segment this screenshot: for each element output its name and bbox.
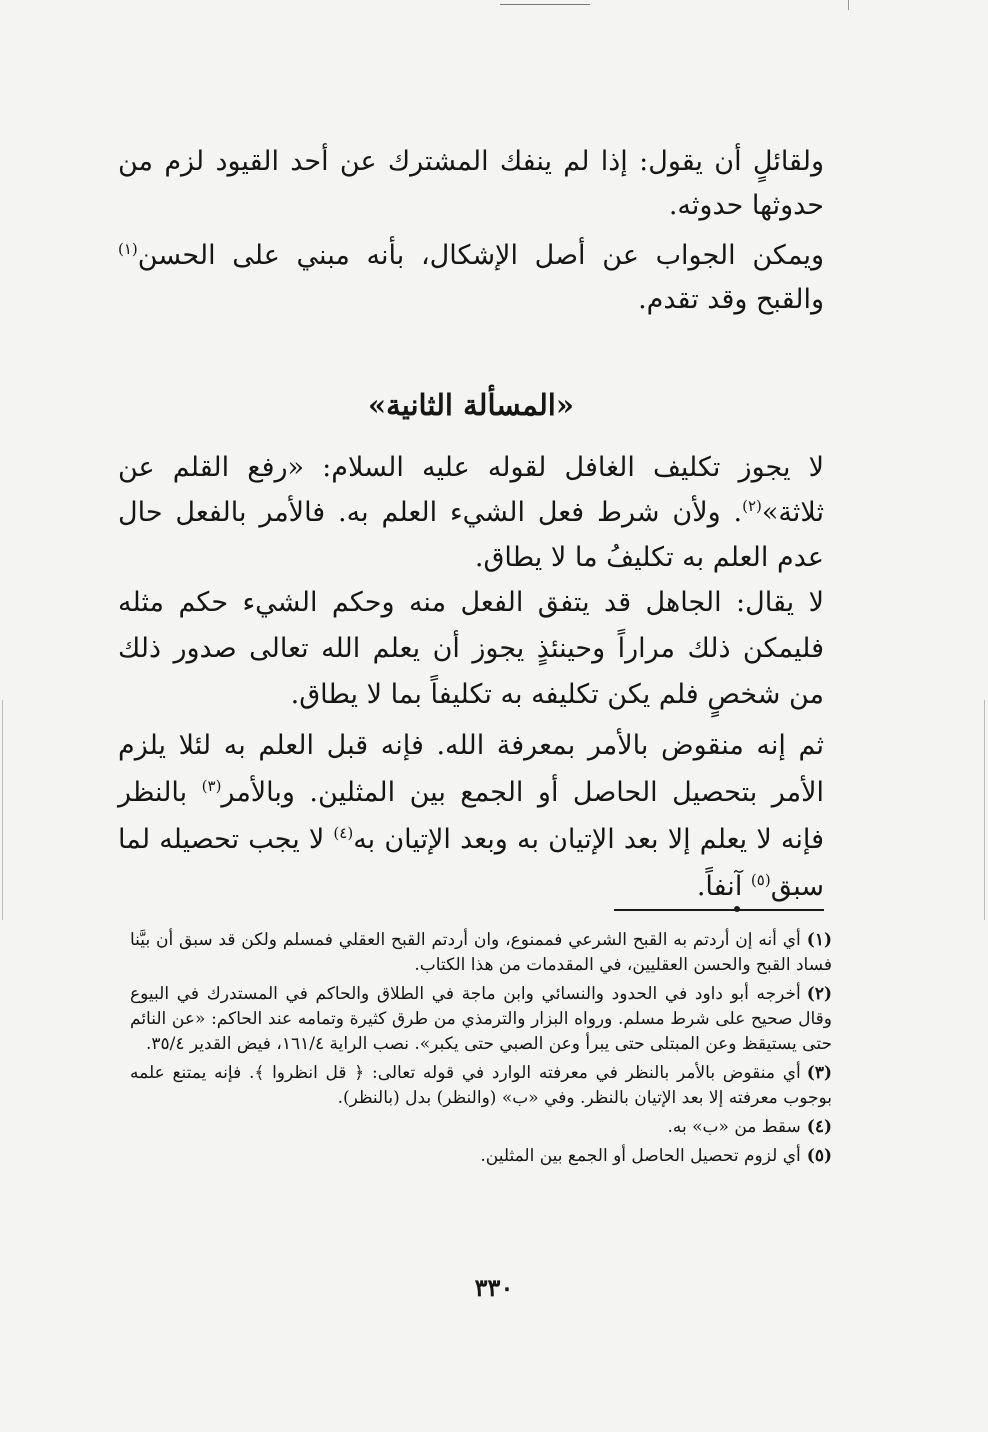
footnote-text: أخرجه أبو داود في الحدود والنسائي وابن ماجة في الطلاق والحاكم في المستدرك في البيوع وقال صحيح على شرط مسلم. ورواه البزار والترمذي من طرق كثيرة وتمامه عند الحاكم: «عن النائم حتى يستيقظ وعن المبتلى حتى يبرأ وعن الصبي حتى يكبر». نصب الراية ١٦١/٤، فيض القدير ٣٥/٤.	[130, 984, 832, 1054]
paragraph-5-text-a: ثم إنه منقوض بالأمر بمعرفة الله. فإنه قبل العلم به لئلا يلزم الأمر بتحصيل الحاصل أو الجمع بين المثلين. وبالأمر	[118, 730, 824, 808]
footnote-text: أي أنه إن أردتم به القبح الشرعي فممنوع، وان أردتم القبح العقلي فمسلم ولكن قد سبق أن بيَّنا فساد القبح والحسن العقليين، في المقدمات من هذا الكتاب.	[130, 930, 832, 975]
paragraph-3-text-a: لا يجوز تكليف الغافل لقوله عليه السلام: «رفع القلم عن ثلاثة»	[118, 452, 824, 528]
corner-scan-mark	[848, 0, 855, 10]
right-scan-edge	[984, 700, 985, 920]
footnote-number: (٢)	[806, 984, 832, 1004]
top-edge-rule	[500, 4, 590, 5]
footnote-marker-5[interactable]: (٥)	[750, 871, 771, 889]
paragraph-2-text: ويمكن الجواب عن أصل الإشكال، بأنه مبني على الحسن	[137, 240, 824, 271]
footnote-1	[130, 928, 832, 978]
left-scan-edge	[2, 700, 3, 920]
paragraph-5-text-c: لا يجب تحصيله لما سبق	[118, 824, 824, 902]
footnote-separator-dot	[734, 906, 740, 912]
paragraph-5-text-b: بالنظر فإنه لا يعلم إلا بعد الإتيان به وبعد الإتيان به	[118, 777, 824, 855]
paragraph-2	[118, 234, 824, 322]
footnote-5	[130, 1144, 832, 1169]
section-title: «المسألة الثانية»	[368, 388, 574, 422]
footnote-separator	[614, 909, 824, 911]
footnote-number: (٣)	[806, 1063, 832, 1083]
footnote-number: (٥)	[806, 1146, 832, 1166]
footnote-marker-3[interactable]: (٣)	[201, 777, 222, 795]
footnote-text: أي منقوض بالأمر بالنظر في معرفته الوارد في قوله تعالى: ﴿ قل انظروا ﴾. فإنه يمتنع علمه بوجوب معرفته إلا بعد الإتيان بالنظر. وفي «ب» (والنظر) بدل (بالنظر).	[130, 1063, 832, 1108]
footnote-marker-2[interactable]: (٢)	[742, 497, 762, 515]
paragraph-2-end: والقبح وقد تقدم.	[638, 284, 824, 315]
footnotes	[130, 928, 832, 1173]
paragraph-4: لا يقال: الجاهل قد يتفق الفعل منه وحكم الشيء حكم مثله فليمكن ذلك مراراً وحينئذٍ يجوز أن يعلم الله تعالى صدور ذلك من شخصٍ فلم يكن تكليفه به تكليفاً بما لا يطاق.	[118, 587, 824, 710]
paragraph-3-text-b: . ولأن شرط فعل الشيء العلم به. فالأمر بالفعل حال عدم العلم به تكليفُ ما لا يطاق.	[118, 497, 824, 573]
footnote-text: سقط من «ب» به.	[667, 1117, 801, 1137]
footnote-3	[130, 1061, 832, 1111]
footnote-number: (١)	[806, 930, 832, 950]
paragraph-5	[118, 722, 824, 910]
footnote-number: (٤)	[806, 1117, 832, 1137]
paragraph-1: ولقائلٍ أن يقول: إذا لم ينفك المشترك عن أحد القيود لزم من حدوثها حدوثه.	[118, 146, 824, 221]
footnote-2	[130, 982, 832, 1057]
footnote-marker-4[interactable]: (٤)	[333, 824, 354, 842]
footnote-text: أي لزوم تحصيل الحاصل أو الجمع بين المثلين.	[480, 1146, 801, 1166]
footnote-marker-1[interactable]: (١)	[118, 240, 138, 258]
page-number: ٣٣٠	[474, 1273, 514, 1302]
footnote-4	[130, 1115, 832, 1140]
paragraph-3	[118, 445, 824, 580]
paragraph-5-text-d: آنفاً.	[696, 871, 751, 902]
